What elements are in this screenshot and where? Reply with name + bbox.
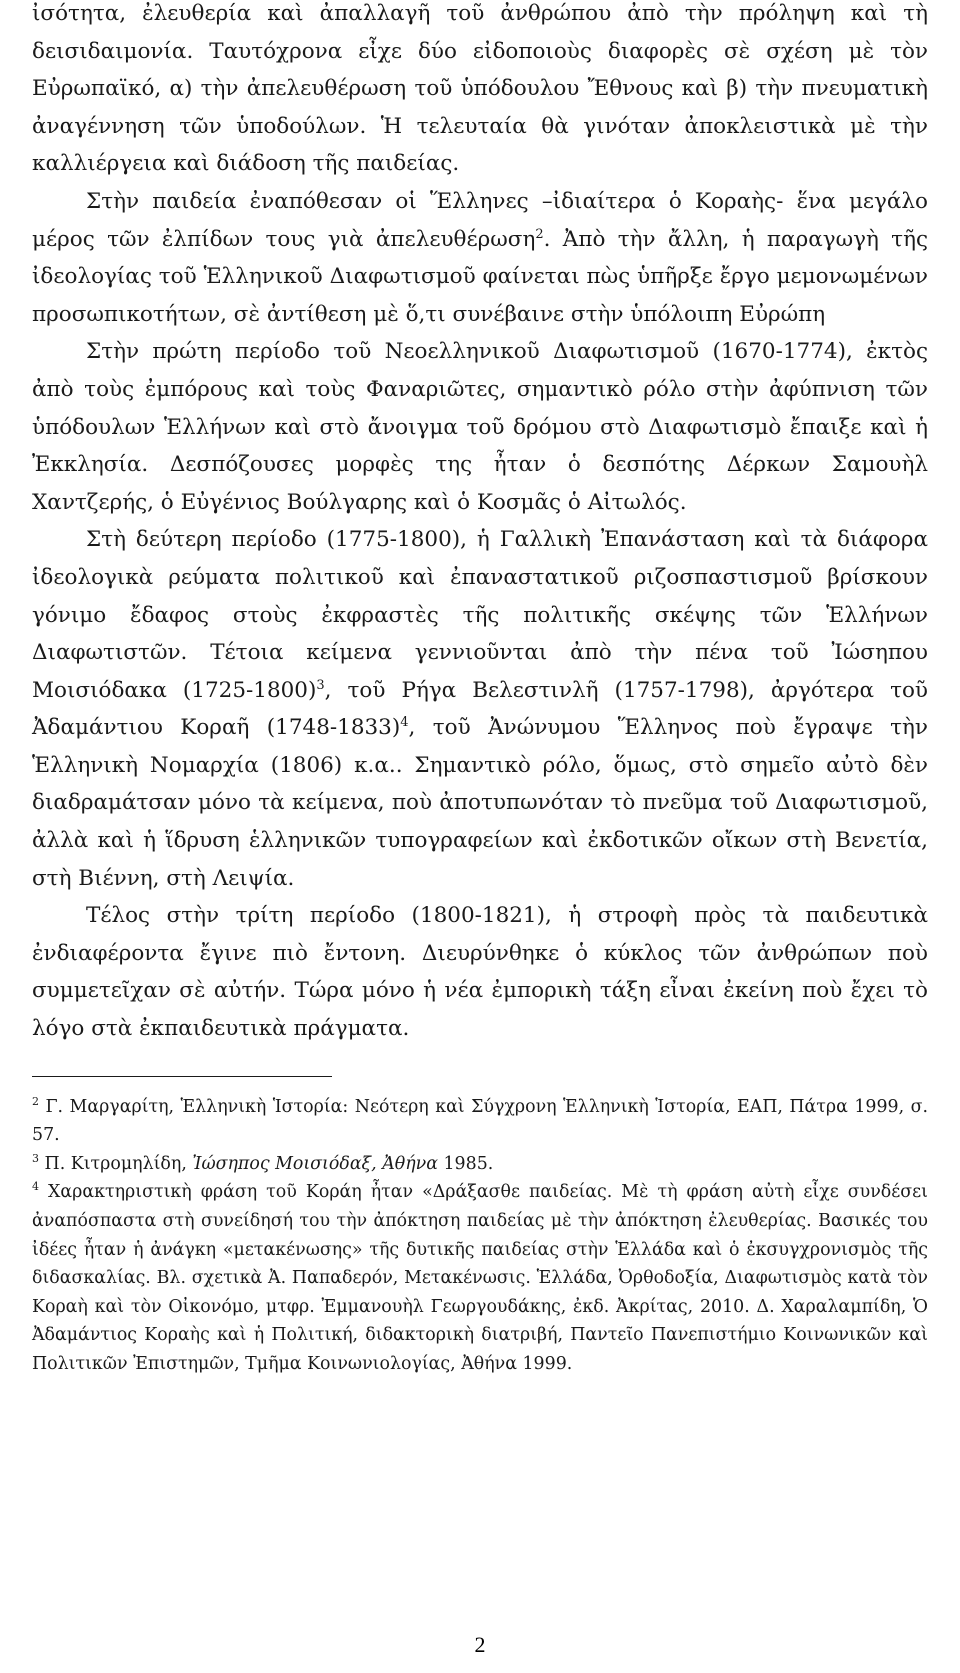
footnote-ref: 2 (535, 226, 544, 242)
text-run: . Ἀπὸ τὴν ἄλλη, ἡ παραγωγὴ τῆς ἰδεολογίας τοῦ Ἑλληνικοῦ Διαφωτισμοῦ φαίνεται πὼς ὑπῆρξε ἔργο μεμονωμένων προσωπικοτήτων, σὲ ἀντίθεση μὲ ὅ,τι συνέβαινε στὴν ὑπόλοιπη Εὐρώπη (32, 226, 928, 327)
paragraph (32, 0, 928, 183)
footnote-marker: 3 (32, 1152, 39, 1166)
text-run: Τέλος στὴν τρίτη περίοδο (1800-1821), ἡ στροφὴ πρὸς τὰ παιδευτικὰ ἐνδιαφέροντα ἔγινε πιὸ ἔντονη. Διευρύνθηκε ὁ κύκλος τῶν ἀνθρώπων ποὺ συμμετεῖχαν σὲ αὐτήν. Τώρα μόνο ἡ νέα ἐμπορικὴ τάξη εἶναι ἐκείνη ποὺ ἔχει τὸ λόγο στὰ ἐκπαιδευτικὰ πράγματα. (32, 903, 928, 1042)
footnote-ref: 4 (400, 715, 409, 731)
document-page (32, 0, 928, 1379)
footnote (32, 1150, 928, 1179)
paragraph (32, 333, 928, 521)
text-run: Στὴ δεύτερη περίοδο (1775-1800), ἡ Γαλλικὴ Ἐπανάσταση καὶ τὰ διάφορα ἰδεολογικὰ ρεύματα πολιτικοῦ καὶ ἐπαναστατικοῦ ριζοσπαστισμοῦ βρίσκουν γόνιμο ἔδαφος στοὺς ἐκφραστὲς τῆς πολιτικῆς σκέψης τῶν Ἑλλήνων Διαφωτιστῶν. Τέτοια κείμενα γεννιοῦνται ἀπὸ τὴν πένα τοῦ Ἰώσηπου Μοισιόδακα (1725-1800) (32, 527, 928, 703)
paragraph (32, 897, 928, 1047)
text-run: , τοῦ Ρήγα Βελεστινλῆ (1757-1798), ἀργότερα τοῦ Ἀδαμάντιου Κοραῆ (1748-1833) (32, 677, 928, 741)
text-run: 1985. (437, 1153, 494, 1174)
text-run: Στὴν πρώτη περίοδο τοῦ Νεοελληνικοῦ Διαφωτισμοῦ (1670-1774), ἐκτὸς ἀπὸ τοὺς ἐμπόρους καὶ τοὺς Φαναριῶτες, σημαντικὸ ρόλο στὴν ἀφύπνιση τῶν ὑπόδουλων Ἑλλήνων καὶ στὸ ἄνοιγμα τοῦ δρόμου στὸ Διαφωτισμὸ ἔπαιξε καὶ ἡ Ἐκκλησία. Δεσπόζουσες μορφὲς της ἦταν ὁ δεσπότης Δέρκων Σαμουὴλ Χαντζερής, ὁ Εὐγένιος Βούλγαρης καὶ ὁ Κοσμᾶς ὁ Αἰτωλός. (32, 339, 928, 515)
footnote-marker: 4 (32, 1180, 39, 1194)
italic-text: Ἰώσηπος Μοισιόδαξ, Ἀθήνα (192, 1153, 438, 1174)
paragraph (32, 183, 928, 333)
main-text (32, 0, 928, 1048)
text-run: Χαρακτηριστικὴ φράση τοῦ Κοράη ἦταν «Δράξασθε παιδείας. Μὲ τὴ φράση αὐτὴ εἶχε συνδέσει ἀναπόσπαστα στὴ συνείδησή του τὴν ἀπόκτηση παιδείας μὲ τὴν ἀπόκτηση ἐλευθερίας. Βασικές του ἰδέες ἦταν ἡ ἀνάγκη «μετακένωσης» τῆς δυτικῆς παιδείας στὴν Ἑλλάδα καὶ ὁ ἐκσυγχρονισμὸς τῆς διδασκαλίας. Βλ. σχετικὰ Ἀ. Παπαδερόν, Μετακένωσις. Ἑλλάδα, Ὀρθοδοξία, Διαφωτισμὸς κατὰ τὸν Κοραὴ καὶ τὸν Οἰκονόμο, μτφρ. Ἐμμανουὴλ Γεωργουδάκης, ἐκδ. Ἀκρίτας, 2010. Δ. Χαραλαμπίδη, Ὁ Ἀδαμάντιος Κοραὴς καὶ ἡ Πολιτική, διδακτορικὴ διατριβή, Παντεῖο Πανεπιστήμιο Κοινωνικῶν καὶ Πολιτικῶν Ἐπιστημῶν, Τμῆμα Κοινωνιολογίας, Ἀθήνα 1999. (32, 1182, 928, 1374)
footnote (32, 1093, 928, 1150)
text-run: ἰσότητα, ἐλευθερία καὶ ἀπαλλαγῆ τοῦ ἀνθρώπου ἀπὸ τὴν πρόληψη καὶ τὴ δεισιδαιμονία. Ταυτόχρονα εἶχε δύο εἰδοποιοὺς διαφορὲς σὲ σχέση μὲ τὸν Εὐρωπαϊκό, α) τὴν ἀπελευθέρωση τοῦ ὑπόδουλου Ἔθνους καὶ β) τὴν πνευματικὴ ἀναγέννηση τῶν ὑποδούλων. Ἡ τελευταία θὰ γινόταν ἀποκλειστικὰ μὲ τὴν καλλιέργεια καὶ διάδοση τῆς παιδείας. (32, 1, 928, 177)
text-run: Π. Κιτρομηλίδη, (39, 1153, 193, 1174)
page-number: 2 (474, 1632, 486, 1657)
footnote (32, 1178, 928, 1378)
footnotes (32, 1093, 928, 1379)
text-run: Γ. Μαργαρίτη, Ἑλληνικὴ Ἱστορία: Νεότερη καὶ Σύγχρονη Ἑλληνικὴ Ἱστορία, ΕΑΠ, Πάτρα 1999, σ. 57. (32, 1096, 928, 1146)
footnote-marker: 2 (32, 1094, 39, 1108)
footnote-ref: 3 (316, 677, 325, 693)
text-run: , τοῦ Ἀνώνυμου Ἕλληνος ποὺ ἔγραψε τὴν Ἑλληνικὴ Νομαρχία (1806) κ.α.. Σημαντικὸ ρόλο, ὅμως, στὸ σημεῖο αὐτὸ δὲν διαδραμάτσαν μόνο τὰ κείμενα, ποὺ ἀποτυπωνόταν τὸ πνεῦμα τοῦ Διαφωτισμοῦ, ἀλλὰ καὶ ἡ ἵδρυση ἑλληνικῶν τυπογραφείων καὶ ἐκδοτικῶν οἴκων στὴ Βενετία, στὴ Βιέννη, στὴ Λειψία. (32, 715, 928, 891)
footnote-separator (32, 1076, 332, 1077)
paragraph (32, 521, 928, 897)
text-run: Στὴν παιδεία ἐναπόθεσαν οἱ Ἕλληνες –ἰδιαίτερα ὁ Κοραὴς- ἕνα μεγάλο μέρος τῶν ἐλπίδων τους γιὰ ἀπελευθέρωση (32, 188, 928, 252)
